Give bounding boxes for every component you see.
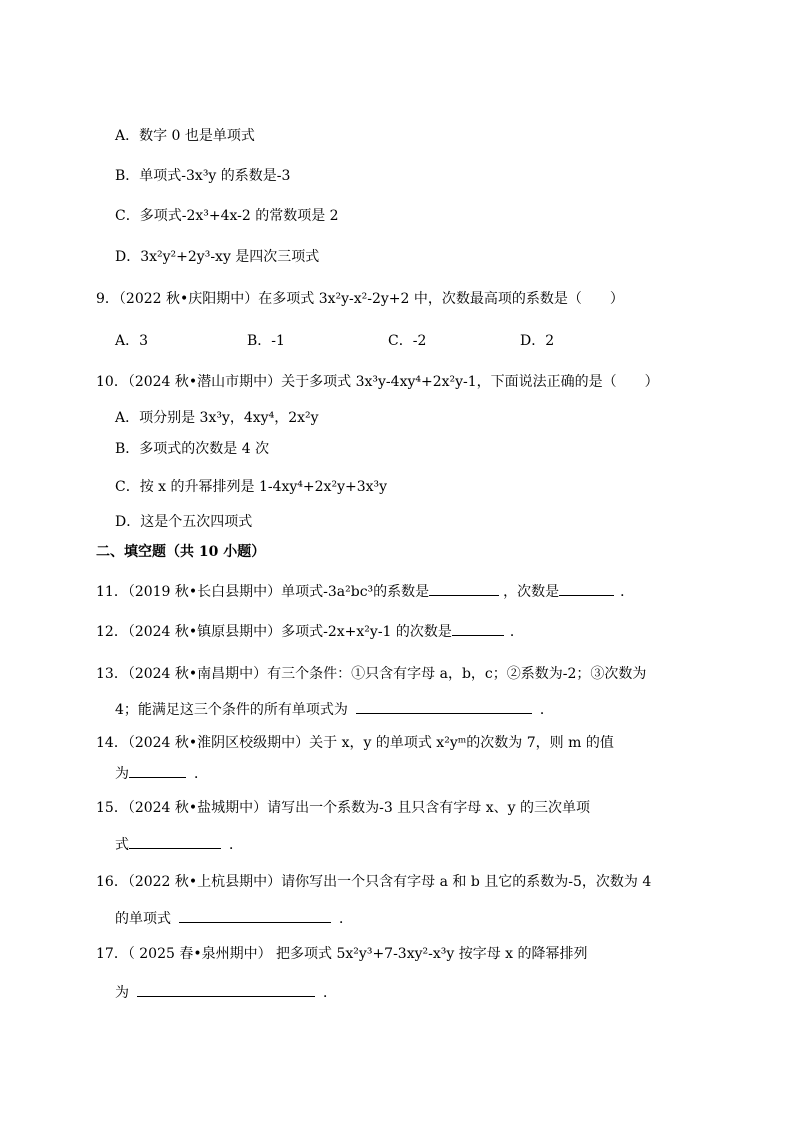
q16-end: ． <box>339 911 353 927</box>
q15-end: ． <box>229 837 243 853</box>
q17-blank[interactable] <box>137 982 315 997</box>
q9-option-d: D．2 <box>520 333 555 349</box>
q15-line2 <box>115 834 243 855</box>
q12-text-a: 12．（2024 秋•镇原县期中）多项式-2x+x²y-1 的次数是 <box>96 624 452 640</box>
q8-option-d: D．3x²y²+2y³-xy 是四次三项式 <box>115 249 320 265</box>
q11-text-c: ． <box>620 584 635 600</box>
q8-option-c: C．多项式-2x³+4x-2 的常数项是 2 <box>115 208 339 224</box>
q10-option-d: D．这是个五次四项式 <box>115 514 253 530</box>
q8-option-a: A．数字 0 也是单项式 <box>115 128 255 144</box>
q13-blank[interactable] <box>356 699 532 714</box>
q13-line1: 13．（2024 秋•南昌期中）有三个条件：①只含有字母 a，b，c；②系数为-2；③次数为 <box>96 666 647 682</box>
q9-option-a: A．3 <box>115 333 149 349</box>
q13-end: ． <box>539 702 554 718</box>
q9-option-c: C．-2 <box>388 333 427 349</box>
q12-blank[interactable] <box>452 621 504 636</box>
q12-text-b: ． <box>509 624 524 640</box>
q13-line2 <box>115 699 554 720</box>
q17-line1: 17．（ 2025 春•泉州期中） 把多项式 5x²y³+7-3xy²-x³y 按字母 x 的降幂排列 <box>96 946 588 962</box>
q9-option-b: B．-1 <box>247 333 285 349</box>
q15-line1: 15．（2024 秋•盐城期中）请写出一个系数为-3 且只含有字母 x、y 的三次单项 <box>96 800 590 816</box>
q10-option-a: A．项分别是 3x³y，4xy⁴，2x²y <box>115 410 319 426</box>
q14-line2 <box>115 763 208 784</box>
q14-blank[interactable] <box>129 763 186 778</box>
q15-blank[interactable] <box>129 834 221 849</box>
q15-text: 式 <box>115 837 129 853</box>
q12 <box>96 621 524 642</box>
q10-option-b: B．多项式的次数是 4 次 <box>115 441 270 457</box>
q10-stem: 10．（2024 秋•潜山市期中）关于多项式 3x³y-4xy⁴+2x²y-1，下面说法正确的是（ ） <box>96 374 659 390</box>
q11-blank-2[interactable] <box>559 581 614 596</box>
q9-stem: 9．（2022 秋•庆阳期中）在多项式 3x²y-x²-2y+2 中，次数最高项的系数是（ ） <box>96 291 624 307</box>
q11 <box>96 581 634 602</box>
q16-text: 的单项式 <box>115 911 171 927</box>
q14-line1: 14．（2024 秋•淮阴区校级期中）关于 x，y 的单项式 x²yᵐ的次数为 7，则 m 的值 <box>96 735 614 751</box>
q16-blank[interactable] <box>179 908 331 923</box>
q11-blank-1[interactable] <box>429 581 499 596</box>
q17-line2 <box>115 982 337 1003</box>
q17-text: 为 <box>115 985 129 1001</box>
q14-text: 为 <box>115 766 129 782</box>
q13-text: 4；能满足这三个条件的所有单项式为 <box>115 702 348 718</box>
q17-end: ． <box>323 985 337 1001</box>
q11-text-b: ，次数是 <box>503 584 560 600</box>
q16-line1: 16．（2022 秋•上杭县期中）请你写出一个只含有字母 a 和 b 且它的系数为-5，次数为 4 <box>96 874 652 890</box>
q14-end: ． <box>194 766 208 782</box>
q10-option-c: C．按 x 的升幂排列是 1-4xy⁴+2x²y+3x³y <box>115 479 388 495</box>
q8-option-b: B．单项式-3x³y 的系数是-3 <box>115 168 291 184</box>
q11-text-a: 11．（2019 秋•长白县期中）单项式-3a²bc³的系数是 <box>96 584 430 600</box>
section-title: 二、填空题（共 10 小题） <box>96 544 266 560</box>
q16-line2 <box>115 908 353 929</box>
